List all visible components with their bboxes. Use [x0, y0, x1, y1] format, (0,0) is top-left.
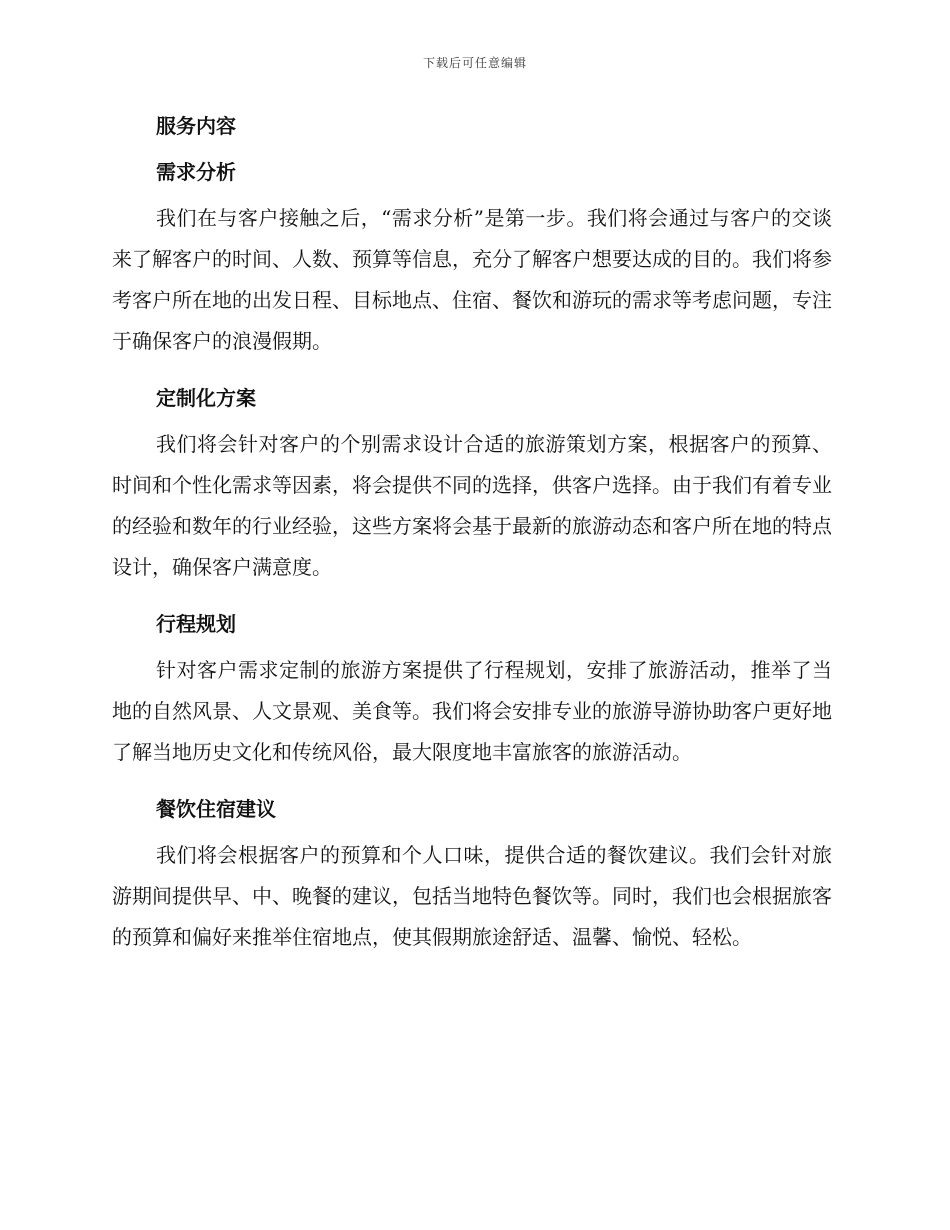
- heading-itinerary: 行程规划: [156, 612, 236, 636]
- document-body: [112, 106, 832, 974]
- heading-custom-plan: 定制化方案: [156, 386, 256, 410]
- heading-dining-lodging: 餐饮住宿建议: [156, 797, 276, 821]
- paragraph-itinerary: 针对客户需求定制的旅游方案提供了行程规划，安排了旅游活动，推举了当地的自然风景、人文景观、美食等。我们将会安排专业的旅游导游协助客户更好地了解当地历史文化和传统风俗，最大限度地丰富旅客的旅游活动。: [112, 658, 832, 764]
- paragraph-custom-plan: 我们将会针对客户的个别需求设计合适的旅游策划方案，根据客户的预算、时间和个性化需求等因素，将会提供不同的选择，供客户选择。由于我们有着专业的经验和数年的行业经验，这些方案将会基于最新的旅游动态和客户所在地的特点设计，确保客户满意度。: [112, 432, 832, 579]
- header-note: 下载后可任意编辑: [422, 56, 527, 70]
- paragraph-needs-analysis: 我们在与客户接触之后，“需求分析”是第一步。我们将会通过与客户的交谈来了解客户的时间、人数、预算等信息，充分了解客户想要达成的目的。我们将参考客户所在地的出发日程、目标地点、住宿、餐饮和游玩的需求等考虑问题，专注于确保客户的浪漫假期。: [112, 206, 832, 353]
- paragraph-dining-lodging: 我们将会根据客户的预算和个人口味，提供合适的餐饮建议。我们会针对旅游期间提供早、中、晚餐的建议，包括当地特色餐饮等。同时，我们也会根据旅客的预算和偏好来推举住宿地点，使其假期旅途舒适、温馨、愉悦、轻松。: [112, 843, 832, 949]
- heading-needs-analysis: 需求分析: [156, 160, 236, 184]
- heading-service-content: 服务内容: [156, 114, 236, 138]
